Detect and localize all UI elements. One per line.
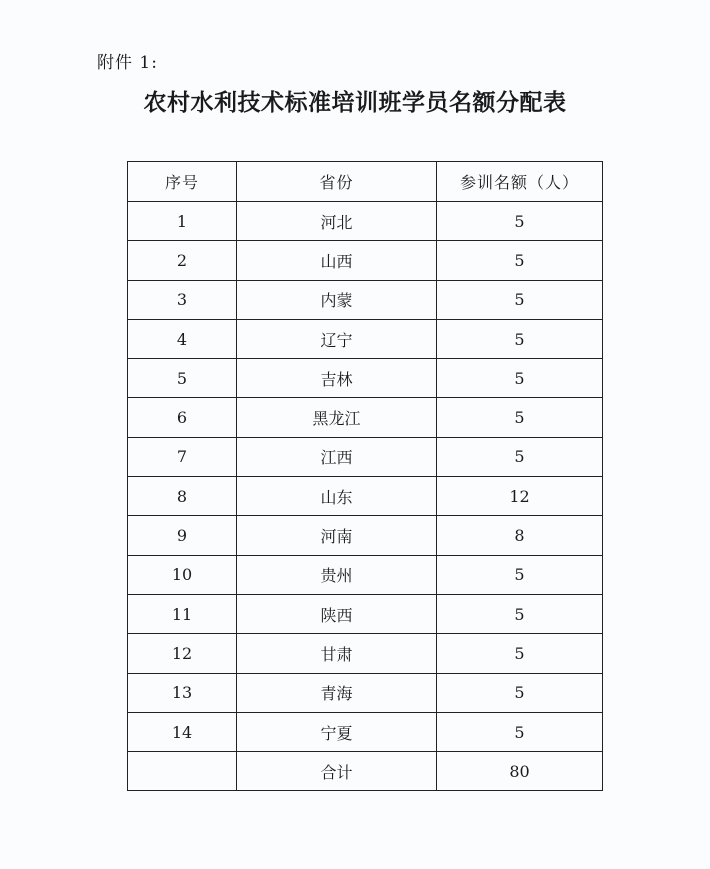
table-row [128,555,603,594]
header-quota: 参训名额（人） [437,162,603,202]
table-row [128,673,603,712]
cell-total-quota: 80 [437,752,603,791]
cell-quota: 5 [437,594,603,633]
cell-serial-number: 9 [128,516,237,555]
cell-province: 吉林 [237,359,437,398]
table-row [128,241,603,280]
table-row [128,202,603,241]
cell-serial-number: 11 [128,594,237,633]
cell-serial-number: 8 [128,477,237,516]
cell-province: 内蒙 [237,280,437,319]
cell-quota: 5 [437,634,603,673]
cell-province: 黑龙江 [237,398,437,437]
table-row [128,477,603,516]
cell-quota: 12 [437,477,603,516]
cell-serial-number: 13 [128,673,237,712]
cell-serial-number: 5 [128,359,237,398]
table-row [128,594,603,633]
header-serial-number: 序号 [128,162,237,202]
cell-province: 江西 [237,437,437,476]
cell-quota: 5 [437,673,603,712]
table-row [128,712,603,751]
cell-province: 宁夏 [237,712,437,751]
table-row [128,437,603,476]
cell-province: 辽宁 [237,319,437,358]
table-row [128,280,603,319]
cell-quota: 5 [437,398,603,437]
header-province: 省份 [237,162,437,202]
table-header-row [128,162,603,202]
cell-serial-number: 2 [128,241,237,280]
cell-quota: 5 [437,202,603,241]
cell-quota: 5 [437,359,603,398]
attachment-label: 附件 1: [97,53,158,73]
cell-province: 河北 [237,202,437,241]
cell-quota: 5 [437,437,603,476]
cell-quota: 5 [437,280,603,319]
cell-province: 甘肃 [237,634,437,673]
cell-serial-number: 6 [128,398,237,437]
cell-serial-number: 12 [128,634,237,673]
cell-province: 山西 [237,241,437,280]
cell-quota: 5 [437,555,603,594]
cell-serial-number: 4 [128,319,237,358]
cell-province: 山东 [237,477,437,516]
table-row [128,516,603,555]
cell-quota: 5 [437,319,603,358]
table-row [128,634,603,673]
cell-serial-number: 10 [128,555,237,594]
cell-serial-number: 1 [128,202,237,241]
cell-quota: 5 [437,241,603,280]
quota-table [127,161,603,791]
table-row [128,359,603,398]
cell-quota: 8 [437,516,603,555]
cell-quota: 5 [437,712,603,751]
cell-total-empty [128,752,237,791]
cell-serial-number: 7 [128,437,237,476]
table-row [128,398,603,437]
cell-serial-number: 14 [128,712,237,751]
cell-province: 贵州 [237,555,437,594]
cell-serial-number: 3 [128,280,237,319]
table-total-row [128,752,603,791]
cell-province: 河南 [237,516,437,555]
cell-province: 陕西 [237,594,437,633]
page-title: 农村水利技术标准培训班学员名额分配表 [143,90,567,116]
cell-total-label: 合计 [237,752,437,791]
cell-province: 青海 [237,673,437,712]
table-row [128,319,603,358]
